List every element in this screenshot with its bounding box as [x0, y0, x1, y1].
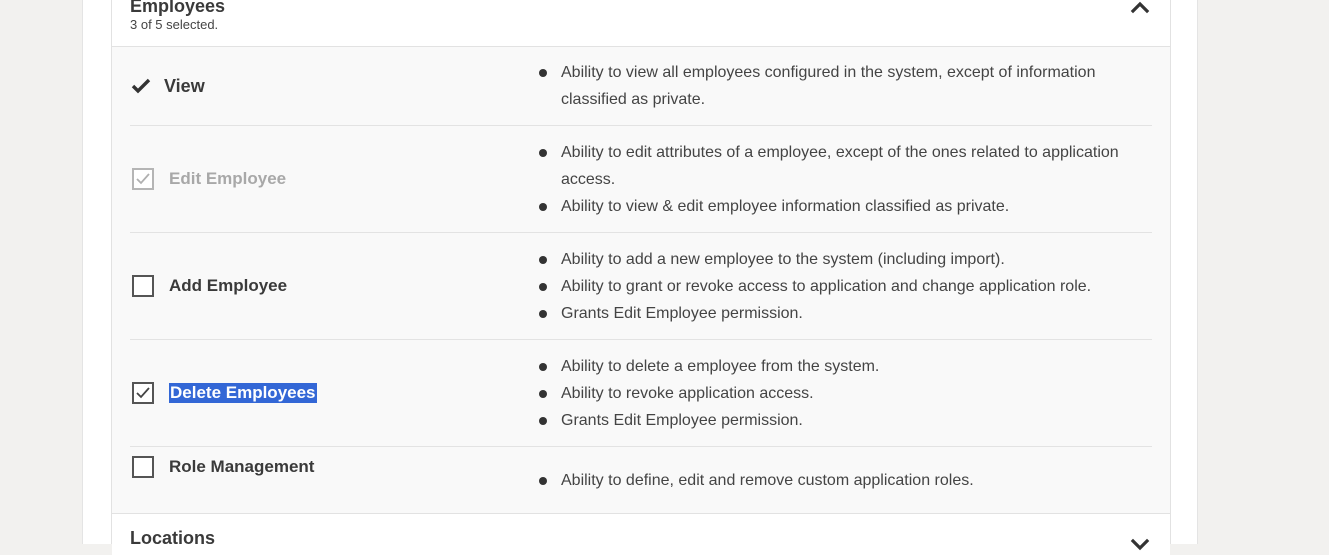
description-item: Ability to add a new employee to the system (including import).: [538, 246, 1138, 273]
section-title: Employees: [130, 0, 226, 16]
permission-row-role-management: [130, 447, 1152, 514]
description-item: Ability to grant or revoke access to application and change application role.: [538, 273, 1138, 300]
add-employee-checkbox[interactable]: [132, 275, 154, 297]
permission-label[interactable]: Add Employee: [169, 276, 288, 295]
permission-description: [538, 233, 1138, 339]
description-item: Ability to delete a employee from the system.: [538, 353, 1138, 380]
check-icon: [130, 75, 152, 97]
role-management-checkbox[interactable]: [132, 456, 154, 478]
edit-employee-checkbox: [132, 168, 154, 190]
description-item: Ability to view & edit employee information classified as private.: [538, 193, 1138, 220]
description-item: Ability to view all employees configured in the system, except of information classified as private.: [538, 59, 1098, 113]
permission-row-view: [130, 47, 1152, 126]
permission-description: [538, 447, 1138, 514]
permission-description: [538, 47, 1138, 125]
description-item: Grants Edit Employee permission.: [538, 300, 1138, 327]
chevron-up-icon[interactable]: [1130, 0, 1150, 17]
permissions-panel: [111, 0, 1171, 548]
permission-row-edit-employee: [130, 126, 1152, 233]
section-title: Locations: [130, 528, 216, 548]
section-selection-count: 3 of 5 selected.: [130, 17, 219, 32]
locations-section-header[interactable]: [112, 515, 1170, 555]
permission-row-add-employee: [130, 233, 1152, 340]
permission-description: [538, 126, 1138, 232]
permission-description: [538, 340, 1138, 446]
permission-label[interactable]: Delete Employees: [170, 383, 316, 402]
description-item: Grants Edit Employee permission.: [538, 407, 1138, 434]
permission-row-delete-employees: [130, 340, 1152, 447]
permission-label: View: [164, 75, 205, 96]
permission-label: Edit Employee: [169, 169, 287, 188]
employees-permissions-list: [112, 47, 1170, 514]
description-item: Ability to edit attributes of a employee, except of the ones related to application access.: [538, 139, 1128, 193]
description-item: Ability to define, edit and remove custom application roles.: [538, 467, 1138, 494]
description-item: Ability to revoke application access.: [538, 380, 1138, 407]
permission-label[interactable]: Role Management: [169, 456, 315, 476]
delete-employees-checkbox[interactable]: [132, 382, 154, 404]
chevron-down-icon[interactable]: [1130, 535, 1150, 555]
page-container: [82, 0, 1198, 548]
employees-section-header[interactable]: [112, 0, 1170, 47]
